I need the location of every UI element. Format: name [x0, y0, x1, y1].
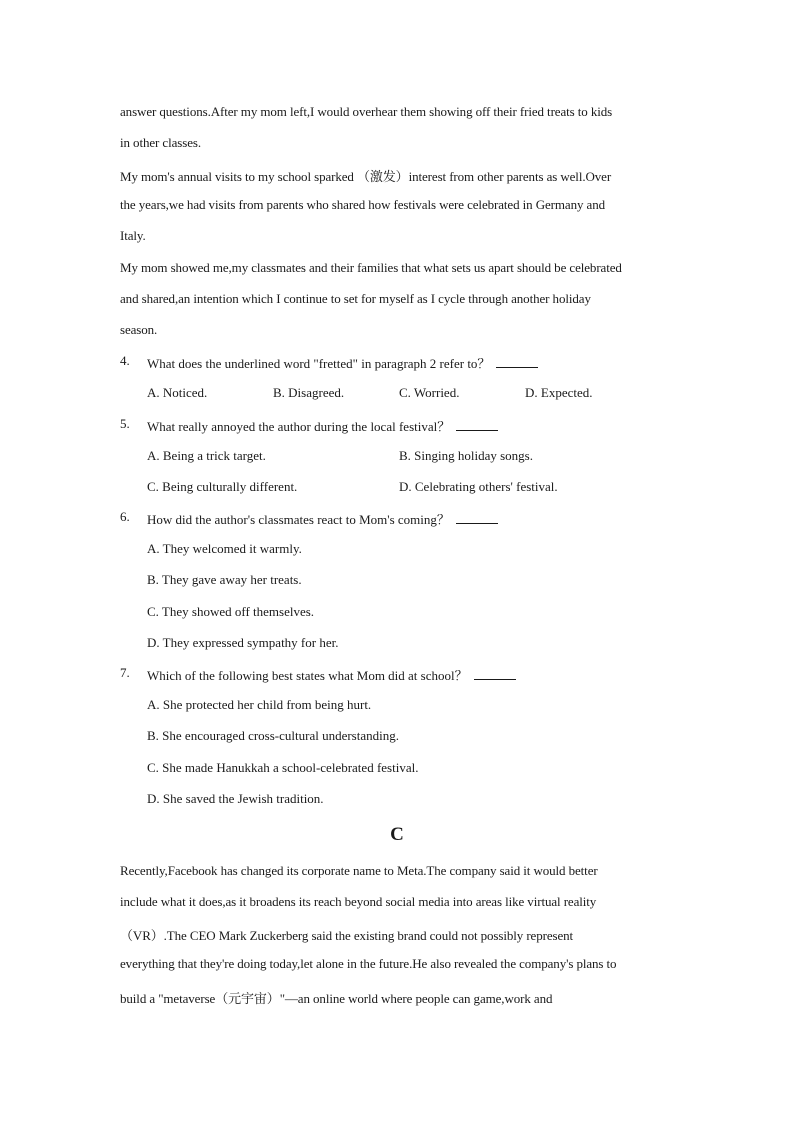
- option-a[interactable]: A. Being a trick target.: [147, 448, 266, 463]
- answer-blank[interactable]: [456, 511, 498, 524]
- passage-b-line-8: season.: [120, 322, 158, 337]
- option-b[interactable]: B. Disagreed.: [273, 385, 345, 400]
- passage-c-line-3: （VR）.The CEO Mark Zuckerberg said the existing brand could not possibly represent: [120, 928, 574, 943]
- passage-b-line-1: answer questions.After my mom left,I would overhear them showing off their fried treats to kids: [120, 104, 613, 119]
- passage-c-line-4: everything that they're doing today,let alone in the future.He also revealed the company's plans to: [120, 956, 617, 971]
- option-c[interactable]: C. Being culturally different.: [147, 479, 298, 494]
- question-number: 7.: [120, 665, 130, 680]
- option-d[interactable]: D. Expected.: [525, 385, 593, 400]
- option-d[interactable]: D. She saved the Jewish tradition.: [147, 791, 324, 806]
- question-number: 4.: [120, 353, 130, 368]
- option-c[interactable]: C. She made Hanukkah a school-celebrated festival.: [147, 760, 419, 775]
- option-a[interactable]: A. She protected her child from being hurt.: [147, 697, 372, 712]
- answer-blank[interactable]: [474, 667, 516, 680]
- passage-b-line-2: in other classes.: [120, 135, 201, 150]
- question-number: 6.: [120, 509, 130, 524]
- option-b[interactable]: B. She encouraged cross-cultural understanding.: [147, 728, 399, 743]
- question-number: 5.: [120, 416, 130, 431]
- passage-b-line-4: the years,we had visits from parents who shared how festivals were celebrated in Germany and: [120, 197, 605, 212]
- section-c-heading: C: [390, 824, 404, 845]
- option-c[interactable]: C. They showed off themselves.: [147, 604, 315, 619]
- passage-b-line-5: Italy.: [120, 228, 146, 243]
- passage-b-line-3: My mom's annual visits to my school sparked （激发）interest from other parents as well.Over: [120, 169, 612, 184]
- option-b[interactable]: B. They gave away her treats.: [147, 572, 302, 587]
- answer-blank[interactable]: [456, 418, 498, 431]
- option-d[interactable]: D. They expressed sympathy for her.: [147, 635, 339, 650]
- question-text: What really annoyed the author during the local festival？: [147, 416, 498, 435]
- passage-b-line-6: My mom showed me,my classmates and their families that what sets us apart should be celebrated: [120, 260, 622, 275]
- option-d[interactable]: D. Celebrating others' festival.: [399, 479, 558, 494]
- question-text: Which of the following best states what Mom did at school？: [147, 665, 516, 684]
- question-text: How did the author's classmates react to Mom's coming？: [147, 509, 498, 528]
- passage-c-line-1: Recently,Facebook has changed its corporate name to Meta.The company said it would better: [120, 863, 598, 878]
- answer-blank[interactable]: [496, 355, 538, 368]
- option-a[interactable]: A. They welcomed it warmly.: [147, 541, 302, 556]
- passage-b-line-7: and shared,an intention which I continue to set for myself as I cycle through another holiday: [120, 291, 591, 306]
- option-b[interactable]: B. Singing holiday songs.: [399, 448, 533, 463]
- option-c[interactable]: C. Worried.: [399, 385, 460, 400]
- passage-c-line-5: build a "metaverse（元宇宙）"—an online world where people can game,work and: [120, 991, 553, 1006]
- option-a[interactable]: A. Noticed.: [147, 385, 208, 400]
- passage-c-line-2: include what it does,as it broadens its reach beyond social media into areas like virtual reality: [120, 894, 597, 909]
- question-text: What does the underlined word "fretted" in paragraph 2 refer to？: [147, 353, 538, 372]
